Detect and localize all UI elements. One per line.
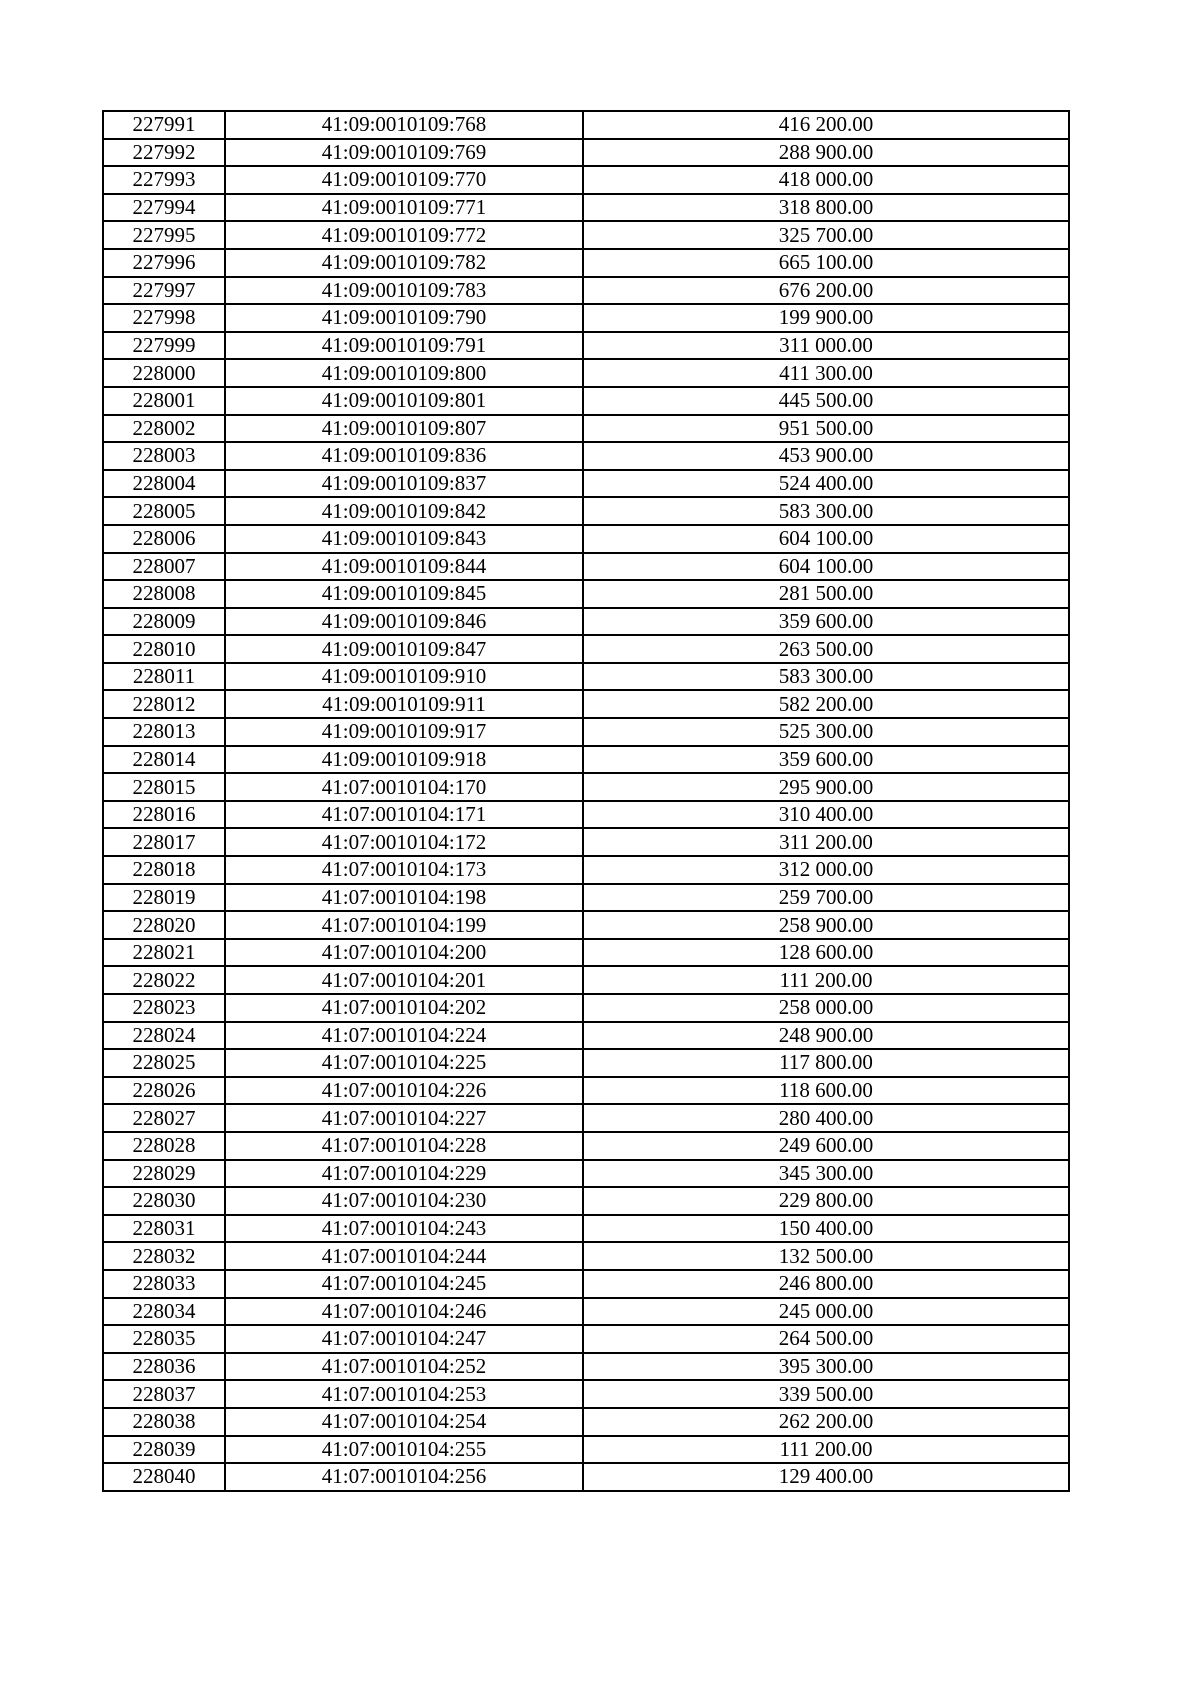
cadastral-number-cell: 41:07:0010104:227: [225, 1104, 583, 1132]
row-number-cell: 228005: [103, 497, 225, 525]
cadastral-number-cell: 41:09:0010109:842: [225, 497, 583, 525]
cadastral-value-cell: 288 900.00: [583, 139, 1069, 167]
row-number-cell: 228015: [103, 773, 225, 801]
cadastral-value-cell: 246 800.00: [583, 1270, 1069, 1298]
cadastral-number-cell: 41:09:0010109:845: [225, 580, 583, 608]
cadastral-number-cell: 41:09:0010109:847: [225, 635, 583, 663]
cadastral-number-cell: 41:09:0010109:837: [225, 470, 583, 498]
cadastral-value-cell: 418 000.00: [583, 166, 1069, 194]
row-number-cell: 228012: [103, 690, 225, 718]
cadastral-number-cell: 41:07:0010104:243: [225, 1215, 583, 1243]
cadastral-value-cell: 111 200.00: [583, 966, 1069, 994]
table-row: [103, 994, 1069, 1022]
row-number-cell: 228027: [103, 1104, 225, 1132]
cadastral-number-cell: 41:07:0010104:228: [225, 1132, 583, 1160]
row-number-cell: 227991: [103, 111, 225, 139]
table-row: [103, 911, 1069, 939]
cadastral-value-cell: 325 700.00: [583, 221, 1069, 249]
cadastral-value-cell: 359 600.00: [583, 608, 1069, 636]
cadastral-number-cell: 41:07:0010104:201: [225, 966, 583, 994]
row-number-cell: 228016: [103, 801, 225, 829]
table-row: [103, 1408, 1069, 1436]
cadastral-value-cell: 199 900.00: [583, 304, 1069, 332]
table-row: [103, 359, 1069, 387]
cadastral-value-cell: 665 100.00: [583, 249, 1069, 277]
table-row: [103, 166, 1069, 194]
row-number-cell: 228040: [103, 1463, 225, 1491]
cadastral-value-cell: 583 300.00: [583, 497, 1069, 525]
table-row: [103, 1104, 1069, 1132]
row-number-cell: 228013: [103, 718, 225, 746]
row-number-cell: 228000: [103, 359, 225, 387]
cadastral-number-cell: 41:09:0010109:843: [225, 525, 583, 553]
table-row: [103, 304, 1069, 332]
cadastral-number-cell: 41:09:0010109:783: [225, 277, 583, 305]
row-number-cell: 228033: [103, 1270, 225, 1298]
cadastral-value-cell: 318 800.00: [583, 194, 1069, 222]
row-number-cell: 228021: [103, 939, 225, 967]
table-row: [103, 1463, 1069, 1491]
cadastral-value-cell: 129 400.00: [583, 1463, 1069, 1491]
row-number-cell: 228019: [103, 884, 225, 912]
row-number-cell: 228001: [103, 387, 225, 415]
cadastral-number-cell: 41:09:0010109:918: [225, 746, 583, 774]
cadastral-value-cell: 604 100.00: [583, 553, 1069, 581]
row-number-cell: 227997: [103, 277, 225, 305]
cadastral-number-cell: 41:07:0010104:225: [225, 1049, 583, 1077]
table-row: [103, 939, 1069, 967]
row-number-cell: 228018: [103, 856, 225, 884]
row-number-cell: 228009: [103, 608, 225, 636]
cadastral-value-cell: 676 200.00: [583, 277, 1069, 305]
cadastral-value-cell: 132 500.00: [583, 1242, 1069, 1270]
table-row: [103, 966, 1069, 994]
cadastral-number-cell: 41:09:0010109:911: [225, 690, 583, 718]
cadastral-number-cell: 41:07:0010104:226: [225, 1077, 583, 1105]
cadastral-value-table: [102, 110, 1070, 1492]
cadastral-number-cell: 41:09:0010109:801: [225, 387, 583, 415]
cadastral-number-cell: 41:09:0010109:772: [225, 221, 583, 249]
cadastral-value-cell: 416 200.00: [583, 111, 1069, 139]
table-row: [103, 1325, 1069, 1353]
table-row: [103, 1132, 1069, 1160]
cadastral-number-cell: 41:07:0010104:172: [225, 828, 583, 856]
table-row: [103, 828, 1069, 856]
cadastral-number-cell: 41:07:0010104:253: [225, 1380, 583, 1408]
row-number-cell: 228035: [103, 1325, 225, 1353]
table-row: [103, 1380, 1069, 1408]
table-body: [103, 111, 1069, 1491]
cadastral-value-cell: 310 400.00: [583, 801, 1069, 829]
cadastral-value-cell: 311 200.00: [583, 828, 1069, 856]
cadastral-number-cell: 41:07:0010104:245: [225, 1270, 583, 1298]
table-row: [103, 1436, 1069, 1464]
row-number-cell: 228025: [103, 1049, 225, 1077]
cadastral-number-cell: 41:09:0010109:769: [225, 139, 583, 167]
cadastral-number-cell: 41:07:0010104:256: [225, 1463, 583, 1491]
row-number-cell: 228017: [103, 828, 225, 856]
table-row: [103, 332, 1069, 360]
row-number-cell: 228039: [103, 1436, 225, 1464]
row-number-cell: 228032: [103, 1242, 225, 1270]
table-row: [103, 801, 1069, 829]
row-number-cell: 228006: [103, 525, 225, 553]
cadastral-value-cell: 258 000.00: [583, 994, 1069, 1022]
cadastral-value-cell: 128 600.00: [583, 939, 1069, 967]
cadastral-value-cell: 262 200.00: [583, 1408, 1069, 1436]
cadastral-number-cell: 41:09:0010109:782: [225, 249, 583, 277]
table-row: [103, 525, 1069, 553]
row-number-cell: 228003: [103, 442, 225, 470]
row-number-cell: 228034: [103, 1298, 225, 1326]
row-number-cell: 228024: [103, 1022, 225, 1050]
cadastral-value-cell: 259 700.00: [583, 884, 1069, 912]
row-number-cell: 228028: [103, 1132, 225, 1160]
row-number-cell: 228029: [103, 1160, 225, 1188]
cadastral-number-cell: 41:07:0010104:247: [225, 1325, 583, 1353]
cadastral-value-cell: 445 500.00: [583, 387, 1069, 415]
cadastral-value-cell: 117 800.00: [583, 1049, 1069, 1077]
cadastral-value-cell: 395 300.00: [583, 1353, 1069, 1381]
cadastral-number-cell: 41:07:0010104:198: [225, 884, 583, 912]
cadastral-value-cell: 280 400.00: [583, 1104, 1069, 1132]
row-number-cell: 228002: [103, 415, 225, 443]
cadastral-value-cell: 245 000.00: [583, 1298, 1069, 1326]
table-row: [103, 884, 1069, 912]
cadastral-value-cell: 150 400.00: [583, 1215, 1069, 1243]
cadastral-number-cell: 41:07:0010104:229: [225, 1160, 583, 1188]
table-row: [103, 497, 1069, 525]
row-number-cell: 227994: [103, 194, 225, 222]
row-number-cell: 228011: [103, 663, 225, 691]
cadastral-number-cell: 41:07:0010104:173: [225, 856, 583, 884]
row-number-cell: 228022: [103, 966, 225, 994]
table-row: [103, 415, 1069, 443]
row-number-cell: 228030: [103, 1187, 225, 1215]
table-row: [103, 470, 1069, 498]
cadastral-value-cell: 411 300.00: [583, 359, 1069, 387]
table-row: [103, 139, 1069, 167]
row-number-cell: 228008: [103, 580, 225, 608]
row-number-cell: 228031: [103, 1215, 225, 1243]
cadastral-value-cell: 951 500.00: [583, 415, 1069, 443]
row-number-cell: 228038: [103, 1408, 225, 1436]
cadastral-number-cell: 41:07:0010104:255: [225, 1436, 583, 1464]
cadastral-number-cell: 41:09:0010109:800: [225, 359, 583, 387]
cadastral-number-cell: 41:07:0010104:246: [225, 1298, 583, 1326]
cadastral-value-cell: 111 200.00: [583, 1436, 1069, 1464]
cadastral-value-cell: 525 300.00: [583, 718, 1069, 746]
cadastral-number-cell: 41:09:0010109:791: [225, 332, 583, 360]
cadastral-value-cell: 295 900.00: [583, 773, 1069, 801]
cadastral-number-cell: 41:09:0010109:768: [225, 111, 583, 139]
row-number-cell: 228037: [103, 1380, 225, 1408]
cadastral-value-cell: 453 900.00: [583, 442, 1069, 470]
row-number-cell: 227996: [103, 249, 225, 277]
table-row: [103, 635, 1069, 663]
cadastral-number-cell: 41:07:0010104:230: [225, 1187, 583, 1215]
row-number-cell: 228026: [103, 1077, 225, 1105]
table-row: [103, 194, 1069, 222]
cadastral-number-cell: 41:09:0010109:790: [225, 304, 583, 332]
row-number-cell: 228036: [103, 1353, 225, 1381]
table-row: [103, 1022, 1069, 1050]
table-row: [103, 718, 1069, 746]
table-row: [103, 1270, 1069, 1298]
table-row: [103, 1242, 1069, 1270]
cadastral-value-cell: 263 500.00: [583, 635, 1069, 663]
row-number-cell: 228023: [103, 994, 225, 1022]
row-number-cell: 227993: [103, 166, 225, 194]
cadastral-number-cell: 41:07:0010104:170: [225, 773, 583, 801]
cadastral-value-cell: 229 800.00: [583, 1187, 1069, 1215]
table-row: [103, 1298, 1069, 1326]
table-row: [103, 277, 1069, 305]
cadastral-value-cell: 524 400.00: [583, 470, 1069, 498]
table-row: [103, 663, 1069, 691]
cadastral-value-cell: 249 600.00: [583, 1132, 1069, 1160]
cadastral-value-cell: 264 500.00: [583, 1325, 1069, 1353]
cadastral-number-cell: 41:07:0010104:200: [225, 939, 583, 967]
table-row: [103, 1215, 1069, 1243]
table-row: [103, 746, 1069, 774]
cadastral-value-cell: 604 100.00: [583, 525, 1069, 553]
cadastral-value-cell: 118 600.00: [583, 1077, 1069, 1105]
cadastral-number-cell: 41:07:0010104:224: [225, 1022, 583, 1050]
table-row: [103, 553, 1069, 581]
cadastral-value-cell: 281 500.00: [583, 580, 1069, 608]
cadastral-value-cell: 583 300.00: [583, 663, 1069, 691]
row-number-cell: 228007: [103, 553, 225, 581]
cadastral-value-cell: 311 000.00: [583, 332, 1069, 360]
cadastral-number-cell: 41:07:0010104:254: [225, 1408, 583, 1436]
cadastral-value-cell: 582 200.00: [583, 690, 1069, 718]
row-number-cell: 228020: [103, 911, 225, 939]
table-row: [103, 1187, 1069, 1215]
cadastral-number-cell: 41:09:0010109:770: [225, 166, 583, 194]
table-row: [103, 1353, 1069, 1381]
cadastral-value-cell: 339 500.00: [583, 1380, 1069, 1408]
table-row: [103, 1160, 1069, 1188]
table-row: [103, 1049, 1069, 1077]
row-number-cell: 228004: [103, 470, 225, 498]
cadastral-number-cell: 41:07:0010104:199: [225, 911, 583, 939]
cadastral-value-cell: 359 600.00: [583, 746, 1069, 774]
table-row: [103, 111, 1069, 139]
table-row: [103, 608, 1069, 636]
row-number-cell: 228014: [103, 746, 225, 774]
row-number-cell: 227998: [103, 304, 225, 332]
cadastral-value-cell: 312 000.00: [583, 856, 1069, 884]
cadastral-value-cell: 258 900.00: [583, 911, 1069, 939]
table-row: [103, 1077, 1069, 1105]
table-row: [103, 249, 1069, 277]
cadastral-number-cell: 41:09:0010109:836: [225, 442, 583, 470]
cadastral-number-cell: 41:09:0010109:807: [225, 415, 583, 443]
cadastral-number-cell: 41:07:0010104:244: [225, 1242, 583, 1270]
cadastral-number-cell: 41:09:0010109:910: [225, 663, 583, 691]
cadastral-number-cell: 41:07:0010104:171: [225, 801, 583, 829]
cadastral-number-cell: 41:09:0010109:846: [225, 608, 583, 636]
table-row: [103, 442, 1069, 470]
row-number-cell: 227992: [103, 139, 225, 167]
table-row: [103, 690, 1069, 718]
row-number-cell: 227999: [103, 332, 225, 360]
table-row: [103, 387, 1069, 415]
table-row: [103, 856, 1069, 884]
cadastral-number-cell: 41:09:0010109:771: [225, 194, 583, 222]
table-row: [103, 580, 1069, 608]
row-number-cell: 227995: [103, 221, 225, 249]
cadastral-number-cell: 41:07:0010104:252: [225, 1353, 583, 1381]
row-number-cell: 228010: [103, 635, 225, 663]
cadastral-value-cell: 248 900.00: [583, 1022, 1069, 1050]
table-row: [103, 221, 1069, 249]
cadastral-number-cell: 41:07:0010104:202: [225, 994, 583, 1022]
cadastral-number-cell: 41:09:0010109:917: [225, 718, 583, 746]
table-row: [103, 773, 1069, 801]
cadastral-value-cell: 345 300.00: [583, 1160, 1069, 1188]
cadastral-number-cell: 41:09:0010109:844: [225, 553, 583, 581]
